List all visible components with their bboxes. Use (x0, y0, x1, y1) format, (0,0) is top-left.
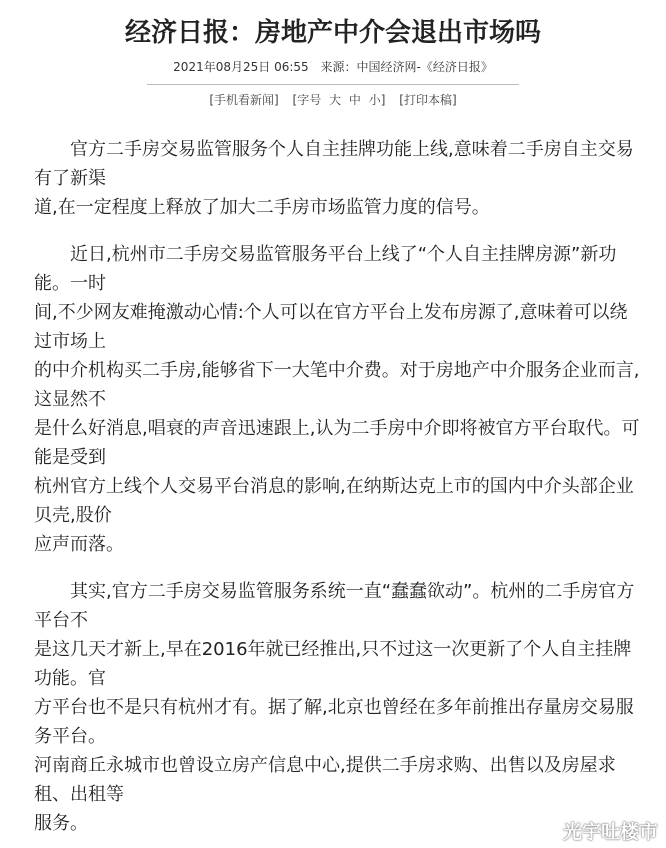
article-meta (0, 58, 666, 76)
text-line: 道,在一定程度上释放了加大二手房市场监管力度的信号。 (34, 197, 490, 218)
font-size-small-link[interactable]: 小] (368, 93, 386, 107)
text-line: 的中介机构买二手房,能够省下一大笔中介费。对于房地产中介服务企业而言,这显然不 (34, 360, 640, 410)
article-source: 来源：中国经济网-《经济日报》 (320, 60, 493, 74)
print-link[interactable]: [打印本稿] (399, 93, 457, 107)
text-line: 间,不少网友难掩激动心情:个人可以在官方平台上发布房源了,意味着可以绕过市场上 (34, 302, 628, 352)
article-title: 经济日报：房地产中介会退出市场吗 (124, 18, 541, 48)
mobile-news-link[interactable]: [手机看新闻] (209, 93, 279, 107)
text-line: 方平台也不是只有杭州才有。据了解,北京也曾经在多年前推出存量房交易服务平台。 (34, 697, 634, 747)
article-tools (0, 91, 666, 109)
text-line: 官方二手房交易监管服务个人自主挂牌功能上线,意味着二手房自主交易有了新渠 (34, 139, 634, 189)
text-line: 近日,杭州市二手房交易监管服务平台上线了“个人自主挂牌房源”新功能。一时 (34, 244, 617, 294)
text-line: 服务。 (34, 813, 88, 834)
paragraph-1 (34, 135, 640, 222)
divider (147, 84, 519, 85)
publish-datetime: 2021年08月25日 06:55 (173, 60, 309, 74)
text-line: 杭州官方上线个人交易平台消息的影响,在纳斯达克上市的国内中介头部企业贝壳,股价 (34, 476, 634, 526)
watermark: 光宇吐楼市 (562, 821, 658, 843)
paragraph-3 (34, 577, 640, 838)
text-line: 是什么好消息,唱衰的声音迅速跟上,认为二手房中介即将被官方平台取代。可能是受到 (34, 418, 640, 468)
text-line: 河南商丘永城市也曾设立房产信息中心,提供二手房求购、出售以及房屋求租、出租等 (34, 755, 616, 805)
font-size-medium-link[interactable]: 中 (348, 93, 361, 107)
text-line: 其实,官方二手房交易监管服务系统一直“蠢蠢欲动”。杭州的二手房官方平台不 (34, 581, 635, 631)
text-line: 应声而落。 (34, 534, 124, 555)
font-size-label: [字号 (292, 93, 322, 107)
font-size-large-link[interactable]: 大 (329, 93, 342, 107)
paragraph-2 (34, 240, 640, 559)
text-line: 是这几天才新上,早在2016年就已经推出,只不过这一次更新了个人自主挂牌功能。官 (34, 639, 632, 689)
